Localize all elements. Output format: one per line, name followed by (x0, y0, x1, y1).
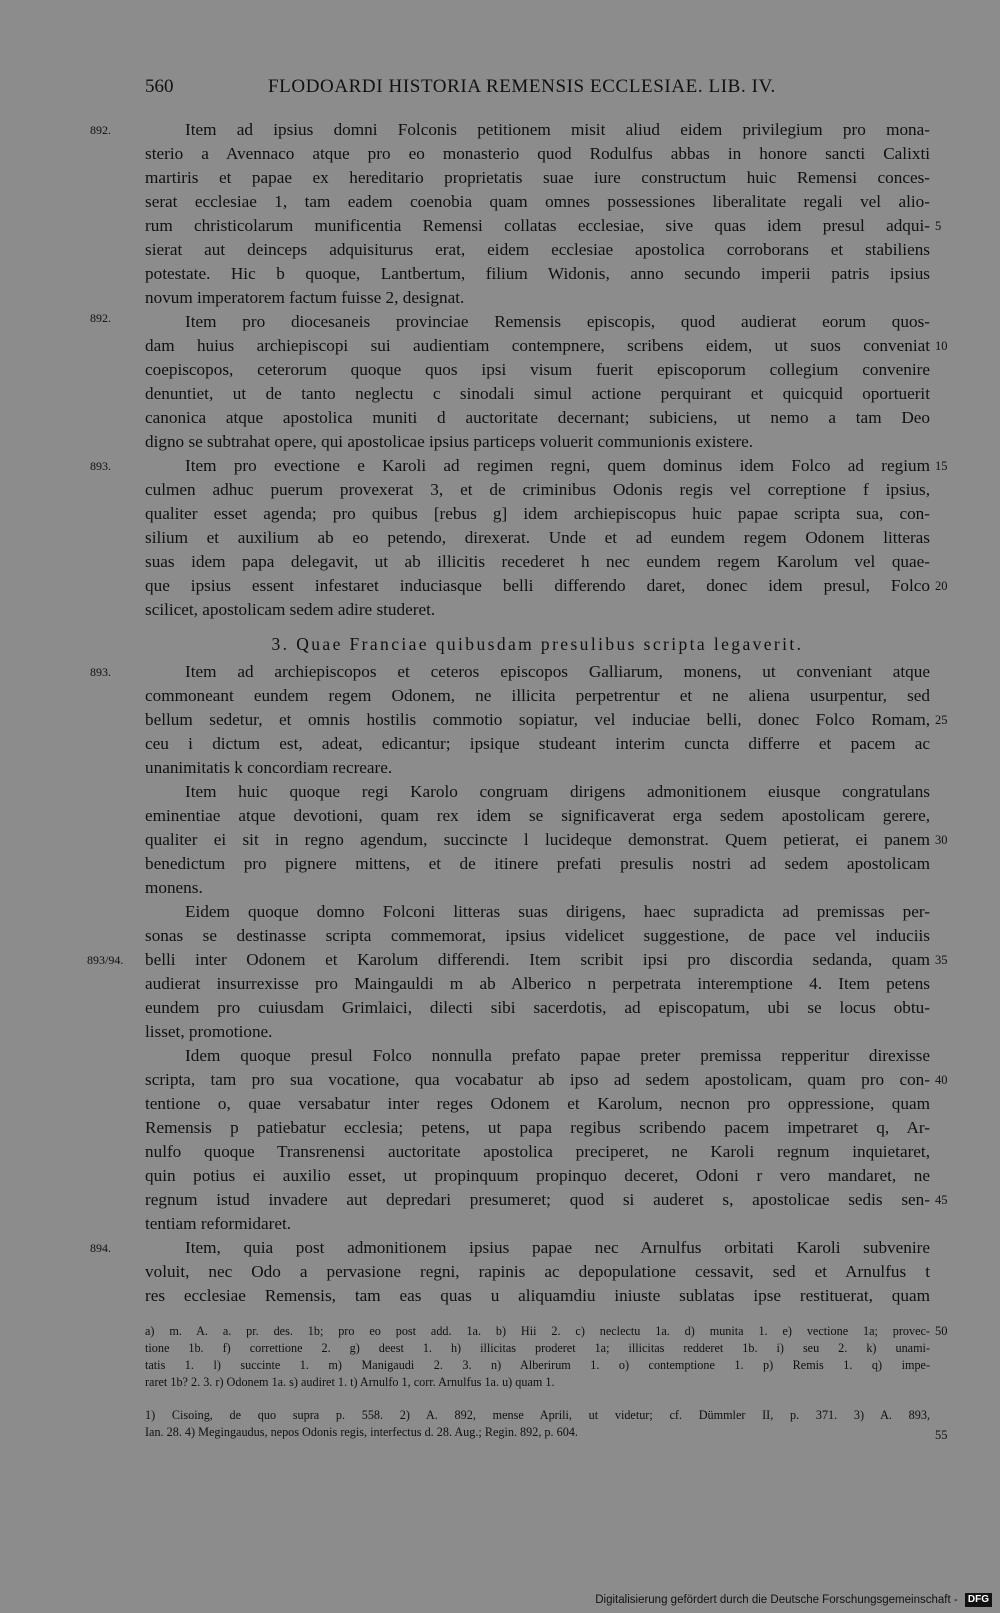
text-line: suas idem papa delegavit, ut ab illicitis recederet h nec eundem regem Karolum vel quae- (145, 552, 930, 571)
page-header (0, 76, 1000, 106)
line-number: 55 (935, 1428, 948, 1442)
text-line: sonas se destinasse scripta commemorat, ipsius videlicet suggestione, de pace vel induciis (145, 926, 930, 945)
text-line: tentiam reformidaret. (145, 1214, 292, 1233)
text-line: Item ad ipsius domni Folconis petitionem misit aliud eidem privilegium pro mona- (185, 120, 930, 139)
line-number: 45 (935, 1193, 948, 1207)
text-line: canonica atque apostolica muniti d auctoritate decernant; subiciens, ut nemo a tam Deo (145, 408, 930, 427)
line-number: 5 (935, 219, 942, 233)
digitization-banner (595, 1591, 992, 1609)
text-line: bellum sedetur, et omnis hostilis commotio sopiatur, vel induciae belli, donec Folco Romam, (145, 710, 930, 729)
text-line: Item pro diocesaneis provinciae Remensis episcopis, quod audierat eorum quos- (185, 312, 930, 331)
text-line: novum imperatorem factum fuisse 2, designat. (145, 288, 465, 307)
year-marginal: 892. (90, 123, 111, 137)
year-marginal: 892. (90, 311, 111, 325)
text-line: qualiter ei sit in regno agendum, succincte l lucideque demonstrat. Quem petierat, ei panem (145, 830, 930, 849)
year-marginal: 893/94. (87, 953, 124, 967)
line-number: 35 (935, 953, 948, 967)
text-line: eundem pro cuiusdam Grimlaici, dilecti sibi sacerdotis, ad episcopatum, ubi se locus obtu- (145, 998, 930, 1017)
text-line: Item pro evectione e Karoli ad regimen regni, quem dominus idem Folco ad regium (185, 456, 930, 475)
text-line: rum christicolarum munificentia Remensi collatas ecclesiae, sive quas idem presul adqui- (145, 216, 930, 235)
text-line: Item huic quoque regi Karolo congruam dirigens admonitionem eiusque congratulans (185, 782, 930, 801)
section-heading: 3. Quae Franciae quibusdam presulibus scripta legaverit. (271, 634, 804, 654)
line-number: 20 (935, 579, 948, 593)
text-line: tentione o, quae versabatur inter reges Odonem et Karolum, necnon pro oppressione, quam (145, 1094, 930, 1113)
text-line: Remensis p patiebatur ecclesia; petens, ut papa regibus scribendo pacem impetraret q, Ar- (145, 1118, 930, 1137)
text-line: Idem quoque presul Folco nonnulla prefato papae preter premissa repperitur direxisse (185, 1046, 930, 1065)
footnote-line: 1) Cisoing, de quo supra p. 558. 2) A. 892, mense Aprili, ut videtur; cf. Dümmler II, p. 371. 3) A. 893, (145, 1408, 930, 1422)
text-line: coepiscopos, ceterorum quoque quos ipsi visum fuerit episcoporum collegium convenire (145, 360, 930, 379)
text-line: dam huius archiepiscopi sui audientiam contempnere, scribens eidem, ut suos conveniat (145, 336, 930, 355)
text-line: lisset, promotione. (145, 1022, 273, 1041)
footnote-line: tatis 1. l) succinte 1. m) Manigaudi 2. 3. n) Alberirum 1. o) contemptione 1. p) Remis 1. q) impe- (145, 1358, 930, 1372)
line-number: 50 (935, 1324, 948, 1338)
text-line: regnum istud invadere aut depredari presumeret; quod si auderet s, apostolicae sedis sen- (145, 1190, 930, 1209)
text-line: Item ad archiepiscopos et ceteros episcopos Galliarum, monens, ut conveniant atque (185, 662, 930, 681)
year-marginal: 894. (90, 1241, 111, 1255)
line-number: 40 (935, 1073, 948, 1087)
footnote-line: a) m. A. a. pr. des. 1b; pro eo post add. 1a. b) Hii 2. c) neclectu 1a. d) munita 1. e) vectione 1a; provec- (145, 1324, 930, 1338)
text-line: belli inter Odonem et Karolum differendi. Item scribit ipsi pro discordia sedanda, quam (145, 950, 930, 969)
text-line: silium et auxilium ab eo petendo, direxerat. Unde et ad eundem regem Odonem litteras (145, 528, 930, 547)
text-line: monens. (145, 878, 203, 897)
text-line: voluit, nec Odo a pervasione regni, rapinis ac depopulatione cessavit, sed et Arnulfus t (145, 1262, 930, 1281)
text-line: digno se subtrahat opere, qui apostolicae ipsius particeps voluerit communionis existere. (145, 432, 754, 451)
text-line: benedictum pro pignere mittens, et de itinere prefati presulis nostri ad sedem apostolicam (145, 854, 930, 873)
line-number: 30 (935, 833, 948, 847)
text-line: sierat aut deinceps adquisiturus erat, eidem ecclesiae apostolica corroborans et stabiliens (145, 240, 930, 259)
text-line: eminentiae atque devotioni, quam rex idem se significaverat erga sedem apostolicam gerere, (145, 806, 930, 825)
footnote-line: tione 1b. f) correttione 2. g) deest 1. h) illicitas proderet 1a; illicitas redderet 1b. i) seu 2. k) unami- (145, 1341, 930, 1355)
footnote-line: raret 1b? 2. 3. r) Odonem 1a. s) audiret 1. t) Arnulfo 1, corr. Arnulfus 1a. u) quam 1. (145, 1375, 555, 1389)
year-marginal: 893. (90, 459, 111, 473)
text-line: culmen adhuc puerum provexerat 3, et de criminibus Odonis regis vel correptione f ipsius, (145, 480, 930, 499)
line-number: 10 (935, 339, 948, 353)
year-marginal: 893. (90, 665, 111, 679)
text-line: scripta, tam pro sua vocatione, qua vocabatur ab ipso ad sedem apostolicam, quam pro con- (145, 1070, 930, 1089)
text-line: audierat insurrexisse pro Maingauldi m ab Alberico n perpetrata interemptione 4. Item petens (145, 974, 930, 993)
text-line: commoneant eundem regem Odonem, ne illicita perpetrentur et ne aliena usurpentur, sed (145, 686, 930, 705)
text-line: martiris et papae ex hereditario proprietatis suae iure constructum huic Remensi conces- (145, 168, 930, 187)
text-line: qualiter esset agenda; pro quibus [rebus g] idem archiepiscopus huic papae scripta sua, con- (145, 504, 930, 523)
text-line: sterio a Avennaco atque pro eo monasterio quod Rodulfus abbas in honore sancti Calixti (145, 144, 930, 163)
text-line: denuntiet, ut de tanto neglectu c sinodali simul actione perquirant et quicquid oportuerit (145, 384, 930, 403)
line-number: 25 (935, 713, 948, 727)
footnote-line: Ian. 28. 4) Megingaudus, nepos Odonis regis, interfectus d. 28. Aug.; Regin. 892, p. 604. (145, 1425, 578, 1439)
text-line: unanimitatis k concordiam recreare. (145, 758, 393, 777)
running-title: FLODOARDI HISTORIA REMENSIS ECCLESIAE. LIB. IV. (268, 76, 776, 97)
dfg-logo: DFG (965, 1593, 992, 1607)
text-line: serat ecclesiae 1, tam eadem coenobia quam omnes possessiones liberalitate regali vel alio- (145, 192, 930, 211)
text-line: que ipsius essent infestaret induciasque belli differendo daret, donec idem presul, Folco (145, 576, 930, 595)
banner-text: Digitalisierung gefördert durch die Deutsche Forschungsgemeinschaft - (595, 1594, 958, 1606)
page-number: 560 (145, 76, 174, 97)
text-line: Item, quia post admonitionem ipsius papae nec Arnulfus orbitati Karoli subvenire (185, 1238, 930, 1257)
text-line: res ecclesiae Remensis, tam eas quas u aliquamdiu iniuste sublatas ipse restituerat, quam (145, 1286, 930, 1305)
text-line: quin potius ei auxilio esset, ut propinquum propinquo deceret, Odoni r vero mandaret, ne (145, 1166, 930, 1185)
text-line: Eidem quoque domno Folconi litteras suas dirigens, haec supradicta ad premissas per- (185, 902, 930, 921)
text-line: scilicet, apostolicam sedem adire studeret. (145, 600, 436, 619)
text-line: potestate. Hic b quoque, Lantbertum, filium Widonis, anno secundo imperii patris ipsius (145, 264, 930, 283)
line-number: 15 (935, 459, 948, 473)
text-line: ceu i dictum est, adeat, edicantur; ipsique studeant interim cuncta differre et pacem ac (145, 734, 930, 753)
text-line: nulfo quoque Transrenensi auctoritate apostolica preciperet, ne Karoli regnum inquietaret, (145, 1142, 930, 1161)
